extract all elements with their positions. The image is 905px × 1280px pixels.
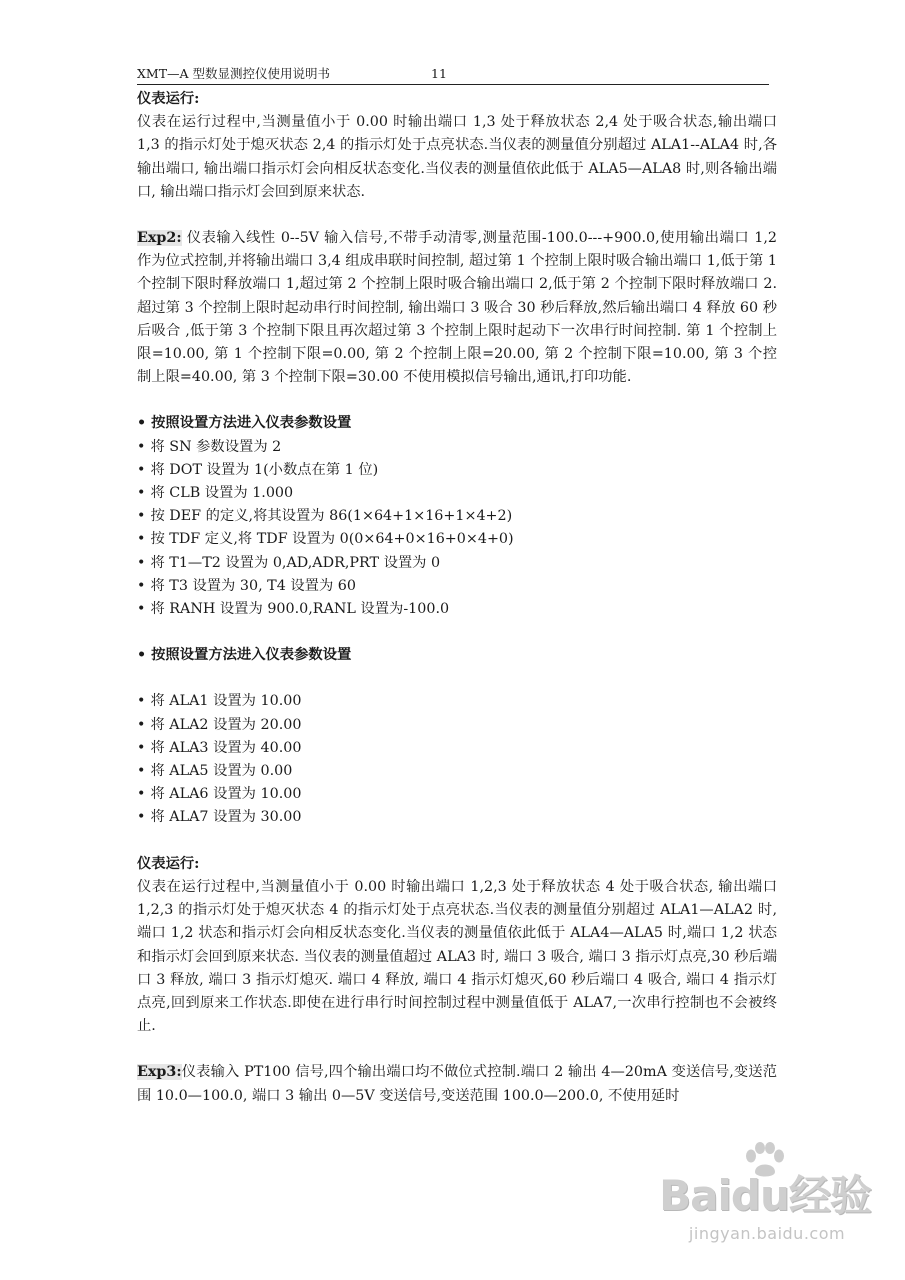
- section2-body: 仪表在运行过程中,当测量值小于 0.00 时输出端口 1,2,3 处于释放状态 4 处于吸合状态, 输出端口 1,2,3 的指示灯处于熄灭状态 4 的指示灯处于点亮状态.当仪表的测量值分别超过 ALA1—ALA2 时,端口 1,2 状态和指示灯会向相反状态变化.当仪表的测量值依此低于 ALA4—ALA5 时,端口 1,2 状态和指示灯会回到原来状态. 当仪表的测量值超过 ALA3 时, 端口 3 吸合, 端口 3 指示灯点亮,30 秒后端口 3 释放, 端口 3 指示灯熄灭. 端口 4 释放, 端口 4 指示灯熄灭,60 秒后端口 4 吸合, 端口 4 指示灯点亮,回到原来工作状态.即使在进行串行时间控制过程中测量值低于 ALA7,一次串行控制也不会被终止.: [137, 878, 777, 1035]
- settings-list-2: [137, 644, 777, 829]
- header-title: XMT—A 型数显测控仪使用说明书: [137, 66, 331, 81]
- list-item: • 将 T1—T2 设置为 0,AD,ADR,PRT 设置为 0: [137, 554, 441, 571]
- page-header: [137, 64, 769, 85]
- exp2-paragraph: [137, 227, 777, 389]
- list-item: • 按 TDF 定义,将 TDF 设置为 0(0×64+0×16+0×4+0): [137, 531, 514, 548]
- list-item: • 按 DEF 的定义,将其设置为 86(1×64+1×16+1×4+2): [137, 508, 513, 525]
- list-item: • 将 RANH 设置为 900.0,RANL 设置为-100.0: [137, 601, 450, 618]
- list-item: • 将 DOT 设置为 1(小数点在第 1 位): [137, 461, 379, 478]
- watermark-brand: Baidu经验: [659, 1171, 871, 1220]
- list-item: • 将 ALA2 设置为 20.00: [137, 716, 302, 733]
- list-heading: • 按照设置方法进入仪表参数设置: [137, 415, 352, 432]
- exp2-label: Exp2:: [137, 230, 182, 247]
- page-number: 11: [431, 66, 447, 81]
- section2-heading: 仪表运行:: [137, 855, 200, 872]
- list-item: • 将 ALA3 设置为 40.00: [137, 739, 302, 756]
- section1-heading: 仪表运行:: [137, 91, 200, 107]
- exp3-paragraph: [137, 1061, 777, 1107]
- exp3-body: 仪表输入 PT100 信号,四个输出端口均不做位式控制.端口 2 输出 4—20mA 变送信号,变送范围 10.0—100.0, 端口 3 输出 0—5V 变送信号,变送范围 100.0—200.0, 不使用延时: [137, 1064, 777, 1104]
- watermark-url: jingyan.baidu.com: [688, 1224, 846, 1243]
- settings-list-1: [137, 412, 777, 621]
- list-item: • 将 SN 参数设置为 2: [137, 438, 282, 455]
- exp2-body: 仪表输入线性 0--5V 输入信号,不带手动清零,测量范围-100.0---+900.0,使用输出端口 1,2 作为位式控制,并将输出端口 3,4 组成串联时间控制, 超过第 1 个控制上限时吸合输出端口 1,低于第 1 个控制下限时释放端口 1,超过第 2 个控制上限时吸合输出端口 2,低于第 2 个控制下限时释放端口 2.超过第 3 个控制上限时起动串行时间控制, 输出端口 3 吸合 30 秒后释放,然后输出端口 4 释放 60 秒后吸合 ,低于第 3 个控制下限且再次超过第 3 个控制上限时起动下一次串行时间控制. 第 1 个控制上限=10.00, 第 1 个控制下限=0.00, 第 2 个控制上限=20.00, 第 2 个控制下限=10.00, 第 3 个控制上限=40.00, 第 3 个控制下限=30.00 不使用模拟信号输出,通讯,打印功能.: [137, 230, 777, 386]
- list-item: • 将 T3 设置为 30, T4 设置为 60: [137, 577, 356, 594]
- list-heading: • 按照设置方法进入仪表参数设置: [137, 647, 352, 664]
- list-item: • 将 ALA1 设置为 10.00: [137, 693, 302, 710]
- list-item: • 将 CLB 设置为 1.000: [137, 485, 294, 502]
- document-body: [137, 88, 777, 1108]
- section1-body: 仪表在运行过程中,当测量值小于 0.00 时输出端口 1,3 处于释放状态 2,4 处于吸合状态,输出端口 1,3 的指示灯处于熄灭状态 2,4 的指示灯处于点亮状态.当仪表的测量值分别超过 ALA1--ALA4 时,各输出端口, 输出端口指示灯会向相反状态变化.当仪表的测量值依此低于 ALA5—ALA8 时,则各输出端口, 输出端口指示灯会回到原来状态.: [137, 114, 777, 200]
- list-item: • 将 ALA5 设置为 0.00: [137, 763, 293, 780]
- baidu-watermark: [640, 1140, 895, 1260]
- list-item: • 将 ALA6 设置为 10.00: [137, 786, 302, 803]
- list-item: • 将 ALA7 设置为 30.00: [137, 809, 302, 826]
- exp3-label: Exp3:: [137, 1064, 182, 1081]
